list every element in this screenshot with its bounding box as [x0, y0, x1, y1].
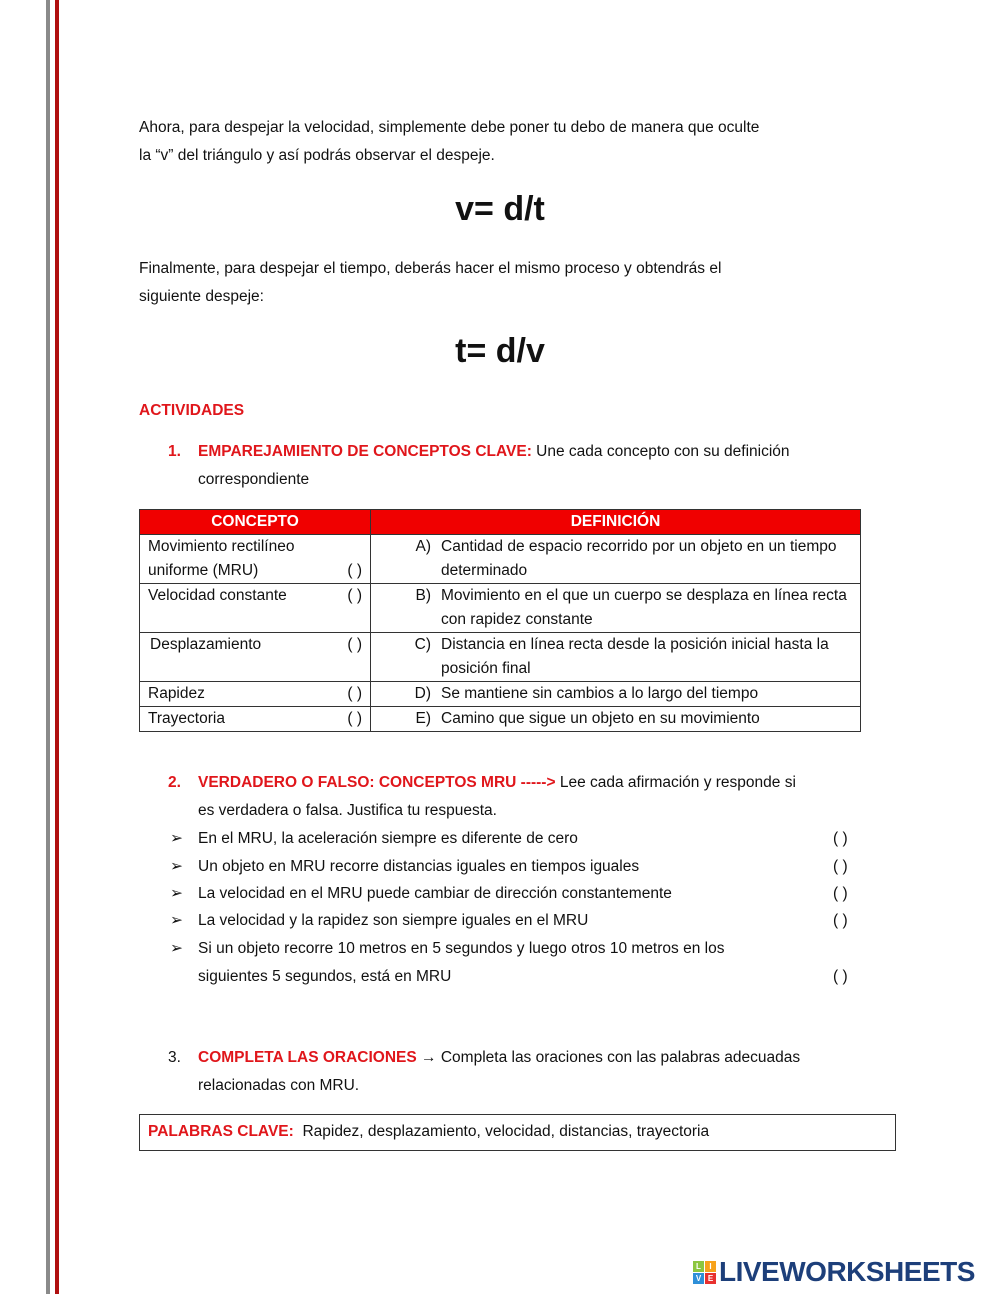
letter: B) [415, 587, 431, 604]
arrow-bullet-icon: ➢ [170, 912, 183, 929]
definition: Distancia en línea recta desde la posición inicial hasta la posición final [441, 636, 829, 677]
intro-line2: la “v” del triángulo y así podrás observar el despeje. [139, 147, 495, 164]
concept: Rapidez [148, 685, 205, 702]
table-row [140, 707, 861, 732]
act3-text2: relacionadas con MRU. [198, 1077, 360, 1094]
arrow-bullet-icon: ➢ [170, 830, 183, 847]
answer-blank[interactable]: ( ) [347, 636, 362, 653]
letter: E) [415, 710, 431, 727]
answer-blank[interactable]: ( ) [347, 710, 362, 727]
act3-number: 3. [168, 1049, 181, 1066]
activities-heading: ACTIVIDADES [139, 402, 245, 419]
act2-text2: es verdadera o falsa. Justifica tu respuesta. [198, 802, 497, 819]
act3-heading [198, 1048, 800, 1068]
letter: A) [415, 538, 431, 555]
act3-title: COMPLETA LAS ORACIONES [198, 1049, 417, 1066]
final-line1: Finalmente, para despejar el tiempo, deberás hacer el mismo proceso y obtendrás el [139, 260, 722, 277]
arrow-bullet-icon: ➢ [170, 885, 183, 902]
logo-tiles-icon: L I V E [693, 1261, 716, 1284]
answer-blank[interactable]: ( ) [347, 587, 362, 604]
header-definition: DEFINICIÓN [371, 510, 861, 535]
tf-statement: La velocidad y la rapidez son siempre iguales en el MRU [198, 912, 589, 929]
tf-answer-blank[interactable]: ( ) [833, 968, 848, 985]
concept: Desplazamiento [150, 636, 262, 653]
definition: Movimiento en el que un cuerpo se desplaza en línea recta con rapidez constante [441, 587, 847, 628]
act2-text: Lee cada afirmación y responde si [555, 774, 796, 791]
letter: D) [414, 685, 431, 702]
keywords-box [139, 1114, 896, 1151]
act1-text: Une cada concepto con su definición [531, 443, 790, 460]
tf-statement: Si un objeto recorre 10 metros en 5 segundos y luego otros 10 metros en los [198, 940, 725, 957]
act2-heading [198, 773, 796, 793]
intro-line1: Ahora, para despejar la velocidad, simplemente debe poner tu debo de manera que oculte [139, 119, 760, 136]
tf-answer-blank[interactable]: ( ) [833, 912, 848, 929]
formula-velocity: v= d/t [455, 190, 545, 228]
tf-statement: La velocidad en el MRU puede cambiar de dirección constantemente [198, 885, 672, 902]
act1-title: EMPAREJAMIENTO DE CONCEPTOS CLAVE: [198, 443, 532, 460]
table-row [140, 584, 861, 633]
act1-number: 1. [168, 443, 181, 460]
formula-time: t= d/v [455, 332, 545, 370]
act1-text2: correspondiente [198, 471, 310, 488]
act1-heading [198, 442, 790, 462]
logo-text: LIVEWORKSHEETS [719, 1256, 975, 1287]
arrow-right-icon: → [421, 1049, 437, 1066]
tf-answer-blank[interactable]: ( ) [833, 858, 848, 875]
table-row [140, 682, 861, 707]
act3-text: Completa las oraciones con las palabras adecuadas [436, 1049, 801, 1066]
definition: Camino que sigue un objeto en su movimiento [441, 710, 760, 727]
final-line2: siguiente despeje: [139, 288, 264, 305]
concept: Movimiento rectilíneo uniforme (MRU) [148, 538, 295, 579]
keywords-label: PALABRAS CLAVE: [148, 1123, 294, 1140]
table-row [140, 535, 861, 584]
letter: C) [414, 636, 431, 653]
answer-blank[interactable]: ( ) [347, 685, 362, 702]
concept: Trayectoria [148, 710, 225, 727]
tf-statement-cont: siguientes 5 segundos, está en MRU [198, 968, 452, 985]
definition: Cantidad de espacio recorrido por un objeto en un tiempo determinado [441, 538, 837, 579]
act2-title: VERDADERO O FALSO: CONCEPTOS MRU -----> [198, 774, 556, 791]
arrow-bullet-icon: ➢ [170, 858, 183, 875]
tf-statement: Un objeto en MRU recorre distancias iguales en tiempos iguales [198, 858, 640, 875]
arrow-bullet-icon: ➢ [170, 940, 183, 957]
tf-statement: En el MRU, la aceleración siempre es diferente de cero [198, 830, 578, 847]
answer-blank[interactable]: ( ) [347, 562, 362, 579]
tf-answer-blank[interactable]: ( ) [833, 885, 848, 902]
act2-number: 2. [168, 774, 181, 791]
definition: Se mantiene sin cambios a lo largo del tiempo [441, 685, 759, 702]
tf-answer-blank[interactable]: ( ) [833, 830, 848, 847]
liveworksheets-logo [693, 1256, 975, 1288]
table-row [140, 633, 861, 682]
header-concept: CONCEPTO [140, 510, 371, 535]
keywords-list: Rapidez, desplazamiento, velocidad, distancias, trayectoria [302, 1123, 710, 1140]
concept: Velocidad constante [148, 587, 287, 604]
matching-table [139, 509, 861, 732]
